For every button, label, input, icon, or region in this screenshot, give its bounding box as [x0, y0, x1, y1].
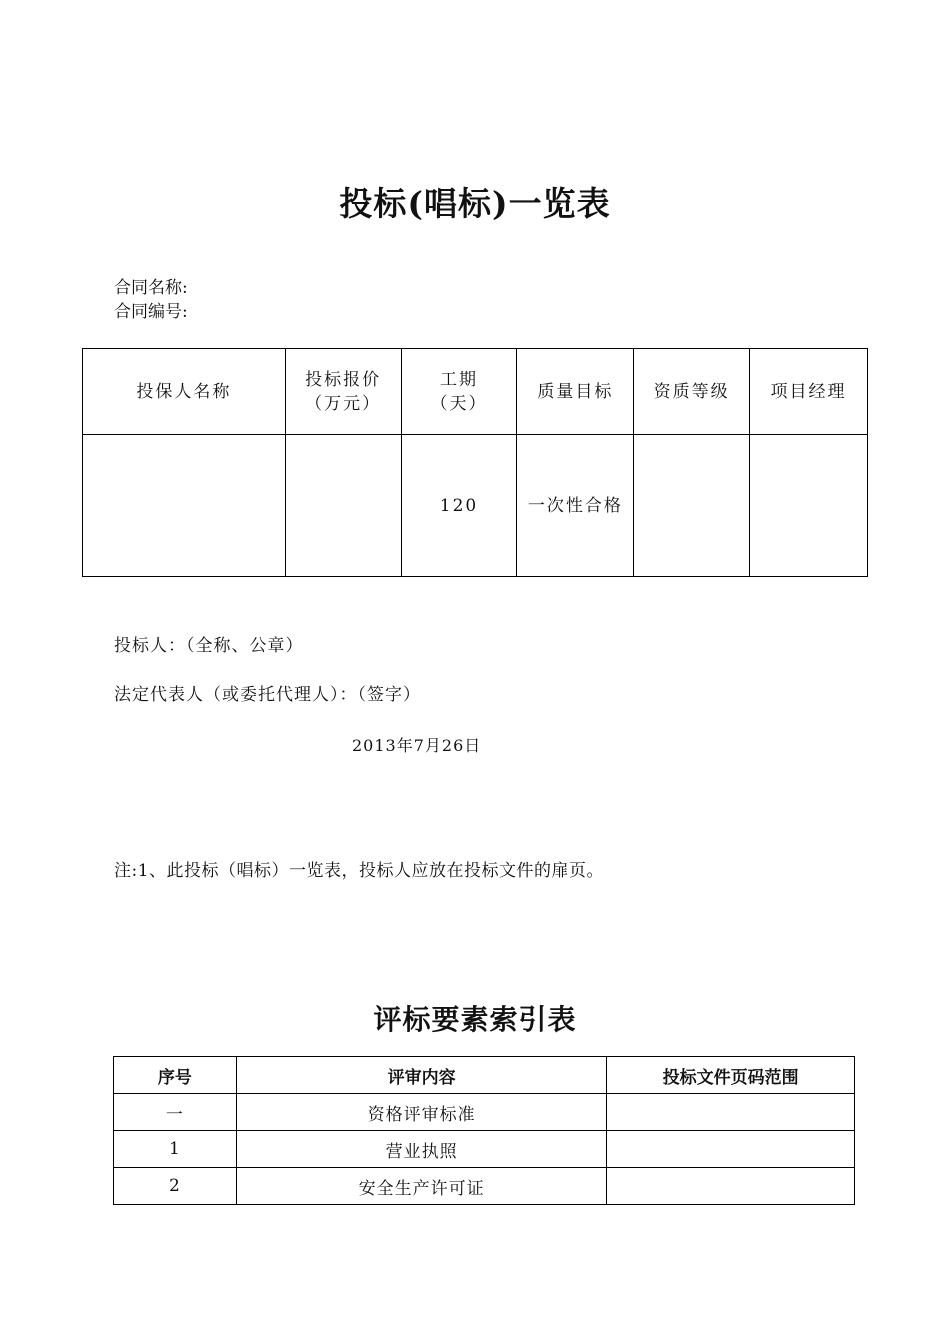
header-page-range: 投标文件页码范围 — [607, 1057, 855, 1094]
header-bidder-name: 投保人名称 — [83, 349, 286, 435]
table-row — [83, 435, 868, 577]
table-header-row — [114, 1057, 855, 1094]
table-row — [114, 1094, 855, 1131]
header-qualification-level: 资质等级 — [634, 349, 750, 435]
cell-page-range[interactable] — [607, 1168, 855, 1205]
header-sequence: 序号 — [114, 1057, 237, 1094]
index-title: 评标要素索引表 — [373, 1003, 577, 1036]
header-review-content: 评审内容 — [236, 1057, 606, 1094]
date-line: 2013年7月26日 — [352, 736, 482, 755]
table-header-row — [83, 349, 868, 435]
bid-summary-table — [82, 348, 868, 577]
cell-sequence: 一 — [114, 1094, 237, 1131]
contract-name-label: 合同名称: — [114, 278, 188, 298]
contract-number-label: 合同编号: — [114, 302, 188, 322]
cell-review-content: 资格评审标准 — [236, 1094, 606, 1131]
representative-line: 法定代表人（或委托代理人）：（签字） — [114, 685, 421, 705]
cell-qualification-level[interactable] — [634, 435, 750, 577]
evaluation-index-table — [113, 1056, 855, 1205]
bidder-line: 投标人：（全称、公章） — [114, 636, 304, 656]
header-quality-target: 质量目标 — [517, 349, 634, 435]
header-bid-price: 投标报价 （万元） — [285, 349, 401, 435]
table-row — [114, 1131, 855, 1168]
cell-bidder-name[interactable] — [83, 435, 286, 577]
cell-sequence: 2 — [114, 1168, 237, 1205]
cell-page-range[interactable] — [607, 1094, 855, 1131]
page-title: 投标(唱标)一览表 — [339, 184, 611, 223]
header-duration: 工期 （天） — [401, 349, 517, 435]
footnote: 注:1、此投标（唱标）一览表，投标人应放在投标文件的扉页。 — [114, 861, 605, 881]
cell-duration[interactable]: 120 — [401, 435, 517, 577]
cell-page-range[interactable] — [607, 1131, 855, 1168]
cell-bid-price[interactable] — [285, 435, 401, 577]
cell-quality-target[interactable]: 一次性合格 — [517, 435, 634, 577]
cell-project-manager[interactable] — [750, 435, 868, 577]
table-row — [114, 1168, 855, 1205]
cell-review-content: 安全生产许可证 — [236, 1168, 606, 1205]
header-project-manager: 项目经理 — [750, 349, 868, 435]
cell-sequence: 1 — [114, 1131, 237, 1168]
cell-review-content: 营业执照 — [236, 1131, 606, 1168]
